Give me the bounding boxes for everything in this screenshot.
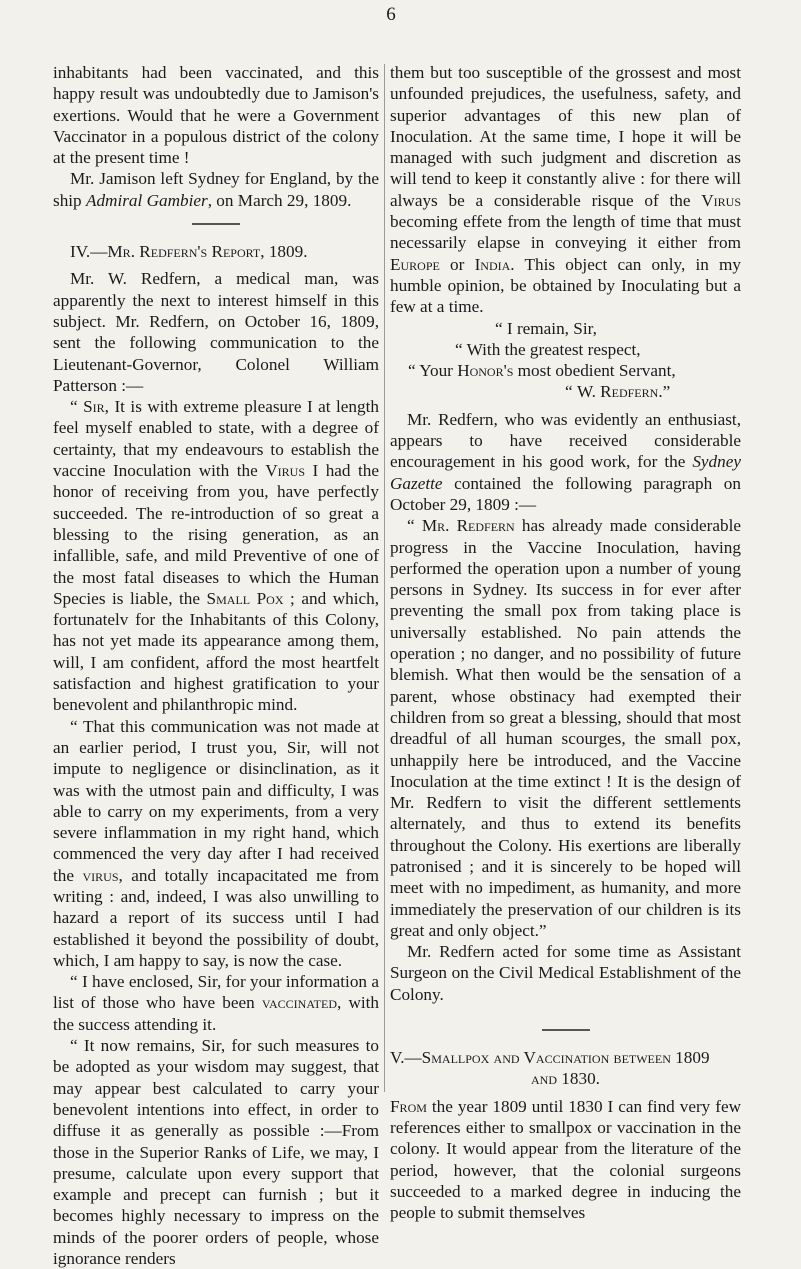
paragraph: Mr. W. Redfern, a medical man, was apparently the next to interest himself in this subject. Mr. Redfern, on October 16, 1809, sent the following communication to the Lieutenant-Governor, Colonel William Patterson :—	[53, 269, 379, 395]
section-divider	[192, 223, 240, 225]
paragraph: “ It now remains, Sir, for such measures to be adopted as your wisdom may suggest, that may appear best calculated to carry your benevolent intentions into effect, in order to diffuse it as generally as possible :—From those in the Superior Ranks of Life, we may, I presume, calculate upon every support that example and precept can furnish ; but it becomes highly necessary to impress on the minds of the poorer orders of people, whose ignorance renders	[53, 1036, 379, 1269]
letter-closing: “ Your Honor's most obedient Servant,	[408, 361, 676, 381]
paragraph: “ I have enclosed, Sir, for your information a list of those who have been vaccinated, with the success attending it.	[53, 972, 379, 1034]
page-number: 6	[386, 4, 396, 25]
section-heading: V.—Smallpox and Vaccination between 1809	[390, 1048, 710, 1068]
letter-closing: “ I remain, Sir,	[495, 318, 597, 338]
section-heading: IV.—Mr. Redfern's Report, 1809.	[70, 242, 308, 262]
paragraph: From the year 1809 until 1830 I can find very few references either to smallpox or vaccination in the colony. It would appear from the literature of the period, however, that the colonial surgeons succeeded to a marked degree in inducing the people to submit themselves	[390, 1096, 741, 1223]
paragraph: Mr. Redfern, who was evidently an enthusiast, appears to have received considerable encouragement in his good work, for the Sydney Gazette contained the following paragraph on October 29, 1809 :—	[390, 409, 741, 514]
paragraph: “ Sir, It is with extreme pleasure I at length feel myself enabled to state, with a degree of certainty, that my endeavours to establish the vaccine Inoculation with the Virus I had the honor of receiving from you, have perfectly succeeded. The re-introduction of so great a blessing to the rising generation, as an infallible, safe, and mild Preventive of one of the most fatal diseases to which the Human Species is liable, the Small Pox ; and which, fortunatelv for the Inhabitants of this Colony, has not yet made its appearance among them, will, I am confident, afford the most heartfelt satisfaction and highest gratification to your benevolent and philanthropic mind.	[53, 397, 379, 715]
column-divider	[384, 64, 385, 1092]
left-column	[53, 62, 379, 1269]
letter-closing: “ With the greatest respect,	[455, 339, 641, 359]
paragraph: Mr. Jamison left Sydney for England, by the ship Admiral Gambier, on March 29, 1809.	[53, 169, 379, 210]
paragraph: inhabitants had been vaccinated, and this happy result was undoubtedly due to Jamison's exertions. Would that he were a Government Vaccinator in a populous district of the colony at the present time !	[53, 63, 379, 168]
section-heading-continued: and 1830.	[531, 1069, 600, 1089]
paragraph: them but too susceptible of the grossest and most unfounded prejudices, the usefulness, safety, and superior advantages of this new plan of Inoculation. At the same time, I hope it will be managed with such judgment and discretion as will tend to keep it constantly alive : for there will always be a considerable risque of the Virus becoming effete from the length of time that must necessarily elapse in conveying it either from Europe or India. This object can only, in my humble opinion, be obtained by Inoculating but a few at a time.	[390, 63, 741, 317]
paragraph: “ That this communication was not made at an earlier period, I trust you, Sir, will not impute to negligence or disinclination, as it was with the utmost pain and difficulty, I was able to carry on my experiments, from a very severe inflammation in my right hand, which commenced the very day after I had received the virus, and totally incapacitated me from writing : and, indeed, I was also unwilling to hazard a report of its success until I had established it beyond the possibility of doubt, which, I am happy to say, is now the case.	[53, 716, 380, 970]
section-divider	[542, 1029, 590, 1031]
letter-signature: “ W. Redfern.”	[565, 382, 671, 402]
right-column	[390, 62, 741, 1223]
paragraph: “ Mr. Redfern has already made considerable progress in the Vaccine Inoculation, having performed the operation upon a number of young persons in Sydney. Its success in for ever after preventing the small pox from taking place is universally established. No pain attends the operation ; no danger, and no possibility of future blemish. What then would be the sensation of a parent, whose obstinacy had exempted their children from so great a blessing, should that most dreadful of all human scourges, the small pox, unhappily here be introduced, and the Vaccine Inoculation at the time extinct ! It is the design of Mr. Redfern to visit the different settlements alternately, and thus to extend its benefits throughout the Colony. His exertions are liberally patronised ; and it is sincerely to be hoped will meet with no impediment, as humanity, and more immediately the preservation of our children is its great and only object.”	[390, 516, 741, 940]
paragraph: Mr. Redfern acted for some time as Assistant Surgeon on the Civil Medical Establishment of the Colony.	[390, 942, 741, 1004]
